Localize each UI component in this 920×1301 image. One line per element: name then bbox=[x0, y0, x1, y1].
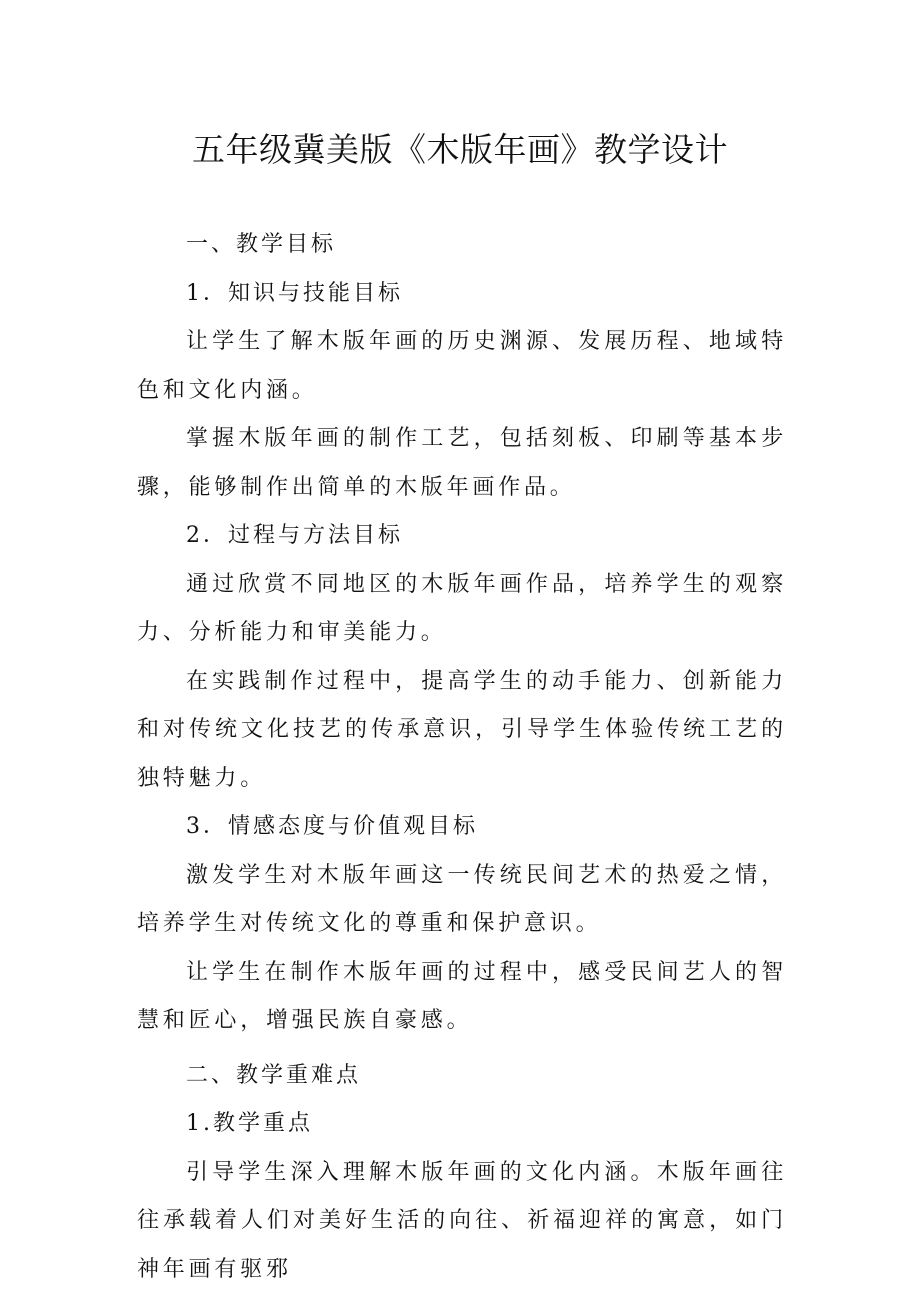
paragraph: 让学生在制作木版年画的过程中，感受民间艺人的智慧和匠心，增强民族自豪感。 bbox=[137, 959, 787, 1033]
document-title: 五年级冀美版《木版年画》教学设计 bbox=[192, 130, 728, 169]
paragraph: 激发学生对木版年画这一传统民间艺术的热爱之情，培养学生对传统文化的尊重和保护意识。 bbox=[137, 862, 787, 936]
paragraph: 让学生了解木版年画的历史渊源、发展历程、地域特色和文化内涵。 bbox=[137, 329, 787, 403]
paragraph: 引导学生深入理解木版年画的文化内涵。木版年画往往承载着人们对美好生活的向往、祈福迎祥的寓意，如门神年画有驱邪 bbox=[137, 1159, 787, 1282]
paragraph: 在实践制作过程中，提高学生的动手能力、创新能力和对传统文化技艺的传承意识，引导学生体验传统工艺的独特魅力。 bbox=[137, 668, 787, 791]
section-heading-objectives: 一、教学目标 bbox=[186, 232, 337, 257]
section-heading-key-points: 二、教学重难点 bbox=[186, 1062, 362, 1088]
subheading-teaching-focus: 1.教学重点 bbox=[186, 1111, 313, 1136]
subheading-knowledge-skills: 1．知识与技能目标 bbox=[186, 280, 403, 306]
document-body bbox=[137, 221, 787, 1294]
paragraph: 通过欣赏不同地区的木版年画作品，培养学生的观察力、分析能力和审美能力。 bbox=[137, 571, 787, 645]
subheading-emotion-values: 3．情感态度与价值观目标 bbox=[186, 814, 478, 839]
subheading-process-method: 2．过程与方法目标 bbox=[186, 523, 403, 548]
paragraph: 掌握木版年画的制作工艺，包括刻板、印刷等基本步骤，能够制作出简单的木版年画作品。 bbox=[137, 426, 787, 500]
